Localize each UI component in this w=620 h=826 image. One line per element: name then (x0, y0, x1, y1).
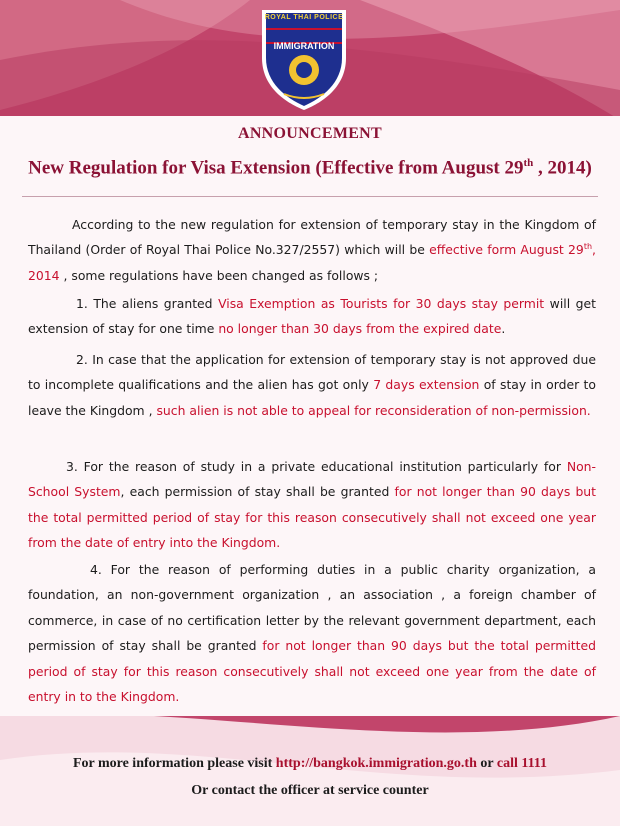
footer-contact-line: Or contact the officer at service counter (191, 783, 429, 798)
phone-number[interactable]: call 1111 (496, 756, 548, 771)
regulation-item-1: 1. The aliens granted Visa Exemption as Tourists for 30 days stay permit will get extension of stay for one time no longer than 30 days from the expired date. (28, 296, 596, 337)
title-divider (22, 196, 598, 197)
regulation-item-2: 2. In case that the application for extension of temporary stay is not approved due to incomplete qualifications and the alien has got only 7 days extension of stay in order to leave the Kingdom , such alien is not able to appeal for reconsideration of non-permission. (28, 352, 596, 418)
regulation-item-3: 3. For the reason of study in a private educational institution particularly for Non-School System, each permission of stay shall be granted for not longer than 90 days but the total permitted period of stay for this reason consecutively shall not exceed one year from the date of entry into the Kingdom. (28, 459, 597, 551)
intro-paragraph: According to the new regulation for extension of temporary stay in the Kingdom of Thailand (Order of Royal Thai Police No.327/2557) which will be effective form August 29th, 2014 , some regulations have been changed as follows ; (28, 217, 596, 283)
regulation-subtitle: New Regulation for Visa Extension (Effective from August 29th , 2014) (28, 157, 592, 179)
badge-top-text: ROYAL THAI POLICE (264, 14, 344, 21)
regulation-item-4: 4. For the reason of performing duties in a public charity organization, a foundation, an non-government organization , an association , a foreign chamber of commerce, in case of no certification letter by the relevant government department, each permission of stay shall be granted for not longer than 90 days but the total permitted period of stay for this reason consecutively shall not exceed one year from the date of entry in to the Kingdom. (28, 562, 596, 705)
badge-mid-text: IMMIGRATION (273, 41, 335, 51)
footer-info-line: For more information please visit http://bangkok.immigration.go.th or call 1111 (72, 756, 548, 771)
announcement-title: ANNOUNCEMENT (237, 125, 383, 142)
website-link[interactable]: http://bangkok.immigration.go.th (275, 756, 477, 771)
immigration-badge-logo (258, 8, 350, 112)
